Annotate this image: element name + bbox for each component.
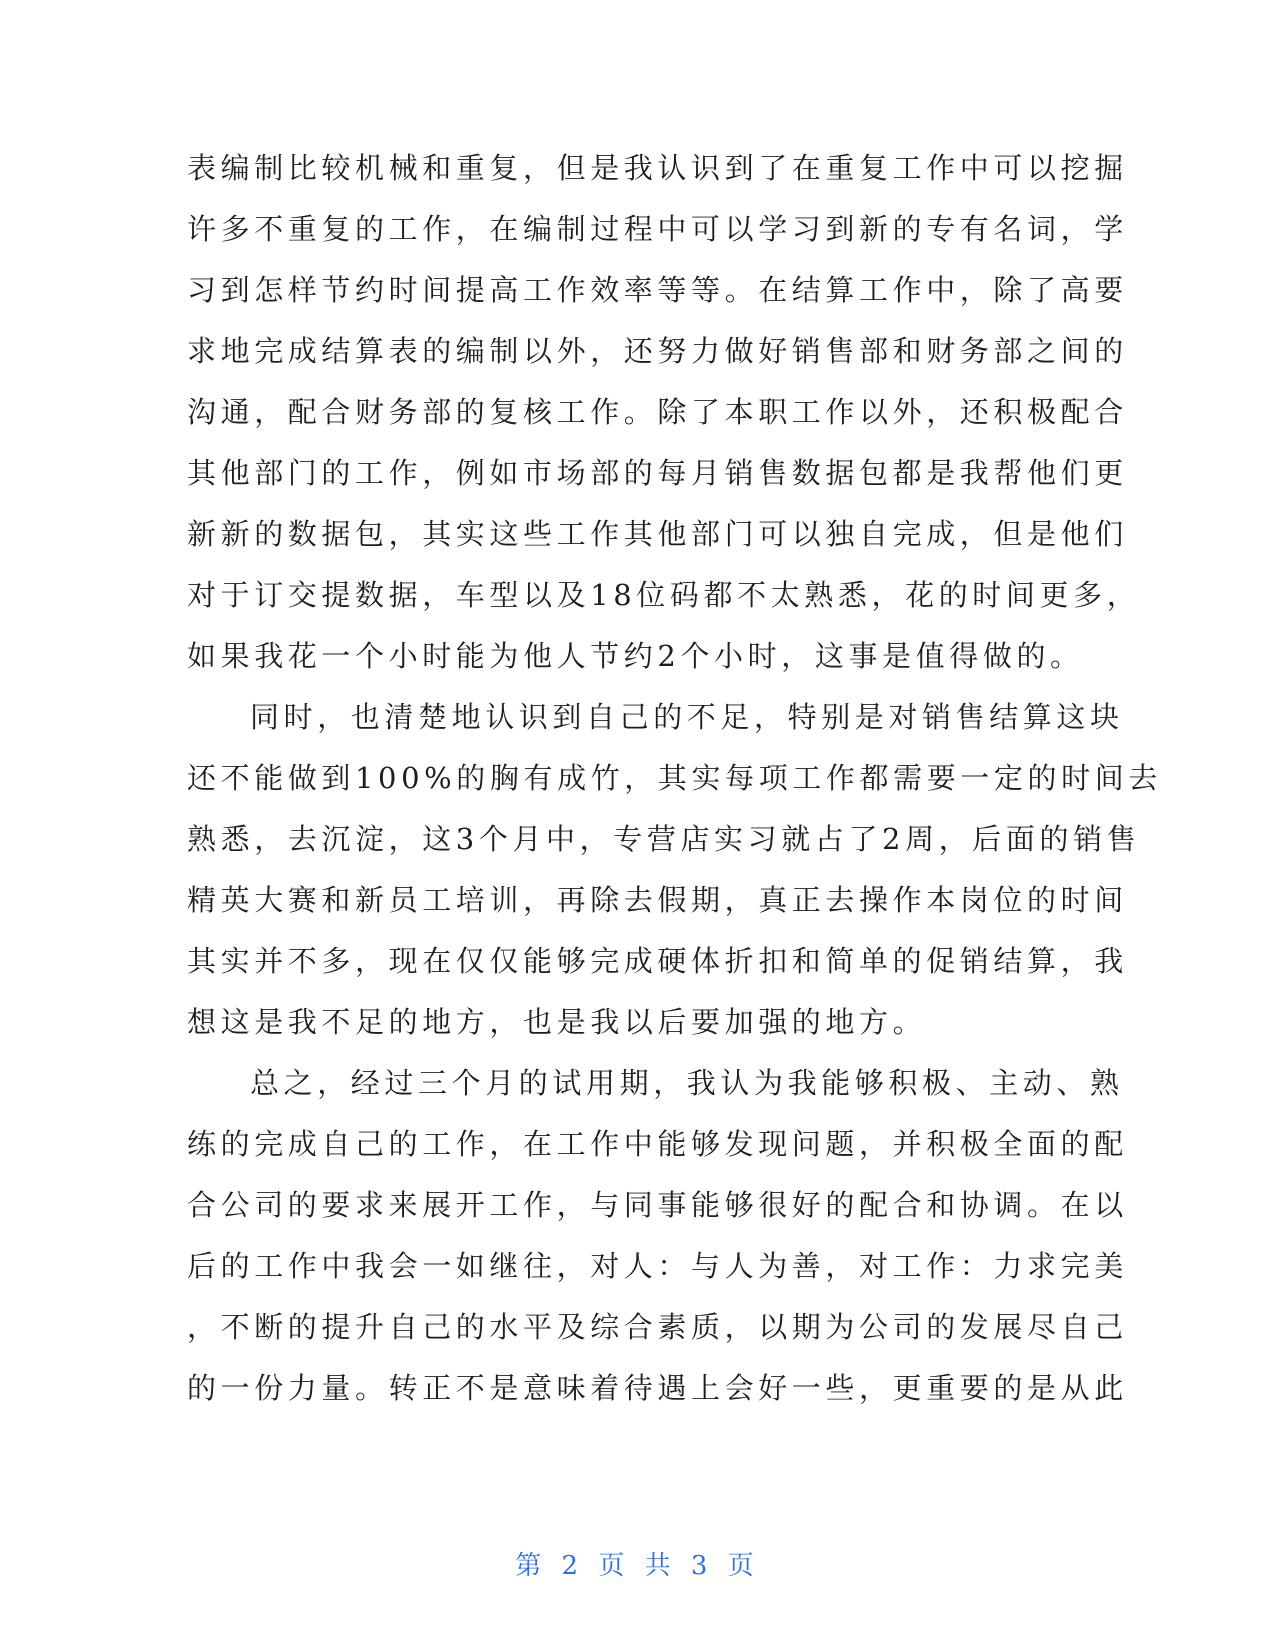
page-footer [0,1545,1275,1582]
body-text [187,138,1162,1419]
text-line: 后的工作中我会一如继往，对人：与人为善，对工作：力求完美 [187,1249,1128,1283]
text-line: 对于订交提数据，车型以及18位码都不太熟悉，花的时间更多， [187,578,1141,612]
text-line: 沟通，配合财务部的复核工作。除了本职工作以外，还积极配合 [187,395,1128,429]
page-number-label: 第 2 页 共 3 页 [515,1551,760,1581]
text-line: 求地完成结算表的编制以外，还努力做好销售部和财务部之间的 [187,334,1128,368]
text-line: 如果我花一个小时能为他人节约2个小时，这事是值得做的。 [187,639,1084,673]
text-line: 习到怎样节约时间提高工作效率等等。在结算工作中，除了高要 [187,273,1128,307]
text-line: 许多不重复的工作，在编制过程中可以学习到新的专有名词，学 [187,212,1128,246]
text-line: 表编制比较机械和重复，但是我认识到了在重复工作中可以挖掘 [187,151,1128,185]
text-line: 精英大赛和新员工培训，再除去假期，真正去操作本岗位的时间 [187,883,1128,917]
text-line: 合公司的要求来展开工作，与同事能够很好的配合和协调。在以 [187,1188,1128,1222]
text-line: 总之，经过三个月的试用期，我认为我能够积极、主动、熟 [250,1066,1124,1100]
text-line: 其实并不多，现在仅仅能够完成硬体折扣和简单的促销结算，我 [187,944,1128,978]
text-line: ，不断的提升自己的水平及综合素质，以期为公司的发展尽自己 [187,1310,1128,1344]
text-line: 练的完成自己的工作，在工作中能够发现问题，并积极全面的配 [187,1127,1128,1161]
text-line: 同时，也清楚地认识到自己的不足，特别是对销售结算这块 [250,700,1124,734]
text-line: 新新的数据包，其实这些工作其他部门可以独自完成，但是他们 [187,517,1128,551]
text-line: 还不能做到100%的胸有成竹，其实每项工作都需要一定的时间去 [187,761,1162,795]
text-line: 想这是我不足的地方，也是我以后要加强的地方。 [187,1005,927,1039]
text-line: 的一份力量。转正不是意味着待遇上会好一些，更重要的是从此 [187,1371,1128,1405]
text-line: 其他部门的工作，例如市场部的每月销售数据包都是我帮他们更 [187,456,1128,490]
text-line: 熟悉，去沉淀，这3个月中，专营店实习就占了2周，后面的销售 [187,822,1141,856]
